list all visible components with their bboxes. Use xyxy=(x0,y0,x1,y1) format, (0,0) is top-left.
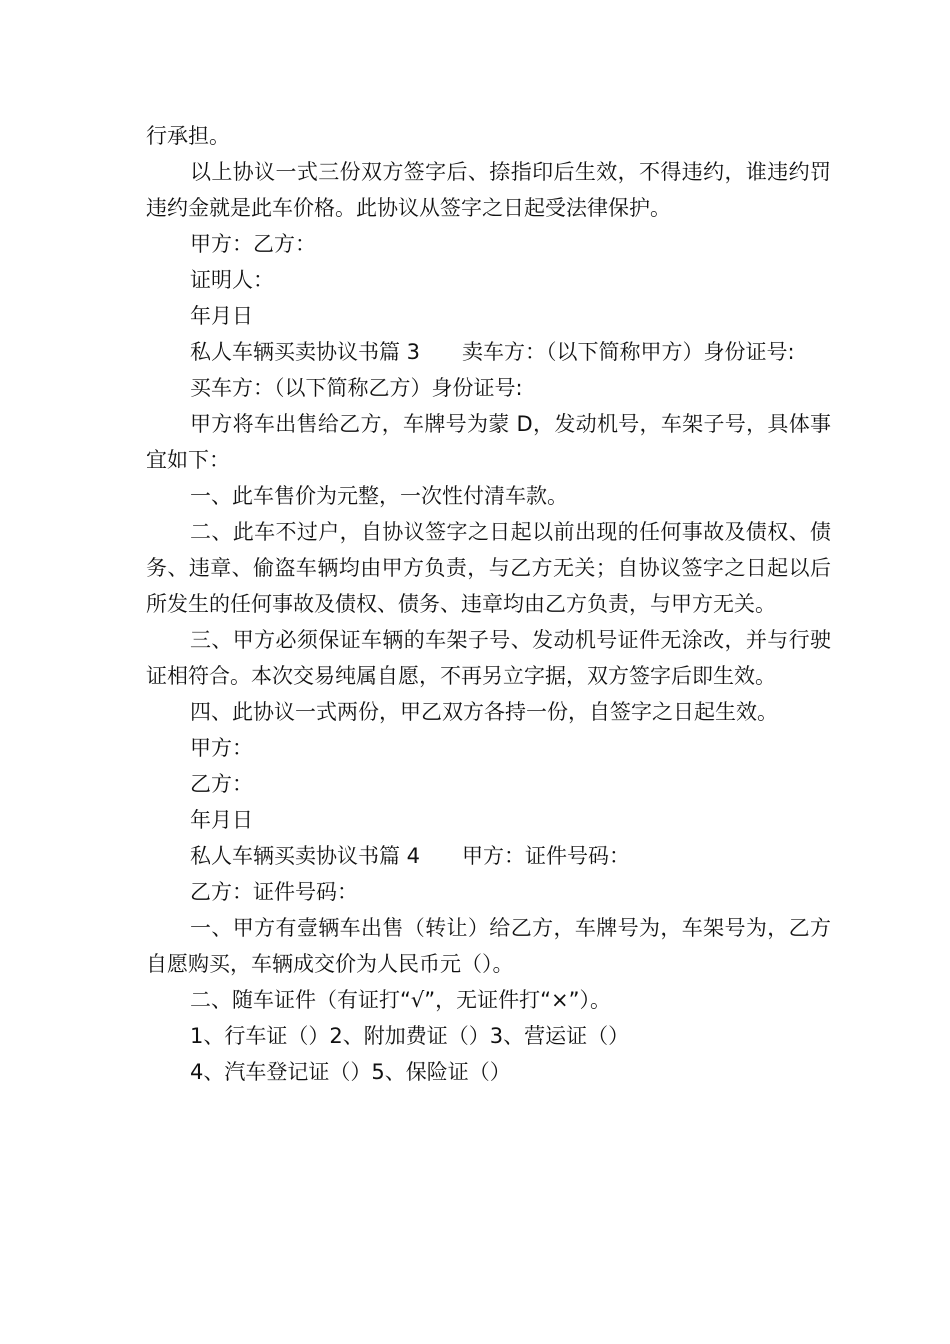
paragraph-party-b: 乙方： xyxy=(190,772,253,796)
paragraph-date-2: 年月日 xyxy=(190,808,253,832)
paragraph-witness: 证明人： xyxy=(190,268,274,292)
paragraph-party-b-id: 乙方：证件号码： xyxy=(190,880,358,904)
paragraph-vehicle-details: 甲方将车出售给乙方，车牌号为蒙 D，发动机号，车架子号，具体事宜如下： xyxy=(146,412,831,472)
paragraph-clause-1: 一、此车售价为元整，一次性付清车款。 xyxy=(190,484,568,508)
paragraph-buyer-id: 买车方：（以下简称乙方）身份证号: xyxy=(190,376,523,400)
paragraph-sale-clause: 一、甲方有壹辆车出售（转让）给乙方，车牌号为，车架号为，乙方自愿购买，车辆成交价为人民币元（）。 xyxy=(146,916,831,976)
paragraph-party-signatures: 甲方：乙方： xyxy=(190,232,316,256)
paragraph-certificates-clause: 二、随车证件（有证打“√”，无证件打“×”）。 xyxy=(190,988,611,1012)
paragraph-party-a: 甲方： xyxy=(190,736,253,760)
paragraph-agreement-effect: 以上协议一式三份双方签字后、捺指印后生效，不得违约，谁违约罚违约金就是此车价格。此协议从签字之日起受法律保护。 xyxy=(146,160,831,220)
paragraph-section-4-title: 私人车辆买卖协议书篇 4 甲方：证件号码： xyxy=(190,844,631,868)
document-body xyxy=(146,118,831,1090)
paragraph-clause-2: 二、此车不过户，自协议签字之日起以前出现的任何事故及债权、债务、违章、偷盗车辆均由甲方负责，与乙方无关；自协议签字之日起以后所发生的任何事故及债权、债务、违章均由乙方负责，与甲方无关。 xyxy=(146,520,831,616)
paragraph-date: 年月日 xyxy=(190,304,253,328)
paragraph-section-3-title: 私人车辆买卖协议书篇 3 卖车方：（以下简称甲方）身份证号: xyxy=(190,340,795,364)
paragraph-clause-4: 四、此协议一式两份，甲乙双方各持一份，自签字之日起生效。 xyxy=(190,700,778,724)
paragraph-continuation: 行承担。 xyxy=(146,124,230,148)
paragraph-certificates-list-2: 4、汽车登记证（）5、保险证（） xyxy=(190,1060,511,1084)
paragraph-certificates-list-1: 1、行车证（）2、附加费证（）3、营运证（） xyxy=(190,1024,630,1048)
paragraph-clause-3: 三、甲方必须保证车辆的车架子号、发动机号证件无涂改，并与行驶证相符合。本次交易纯属自愿，不再另立字据，双方签字后即生效。 xyxy=(146,628,831,688)
